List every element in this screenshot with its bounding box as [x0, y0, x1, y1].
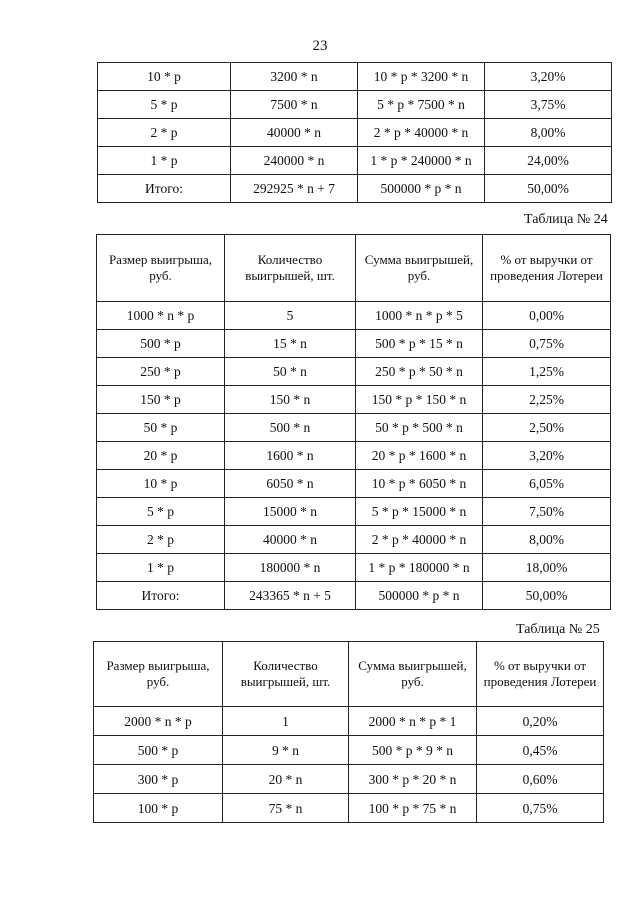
cell-revenue-percent: 8,00%	[483, 526, 611, 554]
cell-prize-size: 5 * p	[97, 498, 225, 526]
cell-revenue-percent: 3,20%	[483, 442, 611, 470]
cell-prize-size: 500 * p	[94, 736, 223, 765]
cell-revenue-percent: 24,00%	[485, 147, 612, 175]
cell-prize-size: 300 * p	[94, 765, 223, 794]
cell-revenue-percent: 3,20%	[485, 63, 612, 91]
table-row	[94, 707, 604, 736]
table-row	[98, 91, 612, 119]
cell-prize-size: 50 * p	[97, 414, 225, 442]
cell-prize-count: 15 * n	[225, 330, 356, 358]
header-prize-size: Размер выигрыша, руб.	[97, 235, 225, 302]
cell-revenue-percent: 0,00%	[483, 302, 611, 330]
cell-prize-size: 2 * p	[97, 526, 225, 554]
cell-revenue-percent: 0,75%	[477, 794, 604, 823]
prize-table-25	[93, 641, 604, 823]
cell-prize-sum: 50 * p * 500 * n	[356, 414, 483, 442]
cell-prize-sum: 150 * p * 150 * n	[356, 386, 483, 414]
cell-revenue-percent: 2,50%	[483, 414, 611, 442]
cell-prize-sum: 5 * p * 15000 * n	[356, 498, 483, 526]
cell-prize-size: 250 * p	[97, 358, 225, 386]
table-row	[94, 765, 604, 794]
cell-prize-size: 10 * p	[98, 63, 231, 91]
cell-prize-size: 100 * p	[94, 794, 223, 823]
cell-revenue-percent: 2,25%	[483, 386, 611, 414]
table-row	[97, 358, 611, 386]
cell-revenue-percent: 50,00%	[483, 582, 611, 610]
header-prize-size: Размер выигрыша, руб.	[94, 642, 223, 707]
cell-prize-sum: 500000 * p * n	[356, 582, 483, 610]
cell-prize-sum: 500 * p * 15 * n	[356, 330, 483, 358]
cell-prize-count: 5	[225, 302, 356, 330]
cell-prize-count: 50 * n	[225, 358, 356, 386]
cell-prize-count: 180000 * n	[225, 554, 356, 582]
cell-revenue-percent: 18,00%	[483, 554, 611, 582]
cell-prize-count: 75 * n	[223, 794, 349, 823]
table-row	[97, 442, 611, 470]
prize-table-continued	[97, 62, 612, 203]
table-body	[94, 707, 604, 823]
cell-revenue-percent: 7,50%	[483, 498, 611, 526]
table-row	[97, 330, 611, 358]
cell-prize-size: 500 * p	[97, 330, 225, 358]
cell-revenue-percent: 50,00%	[485, 175, 612, 203]
header-prize-count: Количество выигрышей, шт.	[223, 642, 349, 707]
cell-revenue-percent: 3,75%	[485, 91, 612, 119]
table-row	[97, 554, 611, 582]
cell-prize-sum: 5 * p * 7500 * n	[358, 91, 485, 119]
cell-revenue-percent: 0,20%	[477, 707, 604, 736]
cell-prize-size: 5 * p	[98, 91, 231, 119]
table-24-caption: Таблица № 24	[524, 212, 608, 227]
cell-prize-sum: 500000 * p * n	[358, 175, 485, 203]
cell-prize-sum: 1 * p * 240000 * n	[358, 147, 485, 175]
cell-prize-count: 20 * n	[223, 765, 349, 794]
table-row	[98, 147, 612, 175]
cell-prize-count: 500 * n	[225, 414, 356, 442]
cell-prize-size: 10 * p	[97, 470, 225, 498]
cell-revenue-percent: 0,60%	[477, 765, 604, 794]
cell-prize-sum: 20 * p * 1600 * n	[356, 442, 483, 470]
cell-revenue-percent: 0,45%	[477, 736, 604, 765]
cell-prize-sum: 2 * p * 40000 * n	[358, 119, 485, 147]
cell-prize-count: 40000 * n	[231, 119, 358, 147]
cell-prize-size: 2000 * n * p	[94, 707, 223, 736]
table-row	[97, 498, 611, 526]
cell-prize-sum: 2000 * n * p * 1	[349, 707, 477, 736]
table-25-caption: Таблица № 25	[516, 622, 600, 637]
cell-prize-sum: 1000 * n * p * 5	[356, 302, 483, 330]
cell-prize-sum: 500 * p * 9 * n	[349, 736, 477, 765]
table-row	[94, 794, 604, 823]
cell-prize-count: 1	[223, 707, 349, 736]
table-row	[97, 302, 611, 330]
cell-prize-count: 7500 * n	[231, 91, 358, 119]
cell-prize-size: 150 * p	[97, 386, 225, 414]
cell-prize-size: 1 * p	[97, 554, 225, 582]
table-body	[97, 302, 611, 610]
cell-prize-sum: 250 * p * 50 * n	[356, 358, 483, 386]
header-prize-sum: Сумма выигрышей, руб.	[356, 235, 483, 302]
cell-prize-count: 3200 * n	[231, 63, 358, 91]
page-number: 23	[312, 38, 328, 54]
table-row	[97, 414, 611, 442]
cell-prize-size: 20 * p	[97, 442, 225, 470]
cell-prize-count: 292925 * n + 7	[231, 175, 358, 203]
cell-revenue-percent: 6,05%	[483, 470, 611, 498]
cell-prize-sum: 10 * p * 6050 * n	[356, 470, 483, 498]
header-revenue-percent: % от выручки от проведения Лотереи	[477, 642, 604, 707]
cell-prize-count: 15000 * n	[225, 498, 356, 526]
table-body	[98, 63, 612, 203]
cell-prize-sum: 2 * p * 40000 * n	[356, 526, 483, 554]
header-prize-sum: Сумма выигрышей, руб.	[349, 642, 477, 707]
cell-prize-count: 40000 * n	[225, 526, 356, 554]
header-revenue-percent: % от выручки от проведения Лотереи	[483, 235, 611, 302]
total-row	[98, 175, 612, 203]
cell-revenue-percent: 1,25%	[483, 358, 611, 386]
cell-prize-sum: 100 * p * 75 * n	[349, 794, 477, 823]
cell-prize-count: 240000 * n	[231, 147, 358, 175]
table-row	[98, 119, 612, 147]
total-row	[97, 582, 611, 610]
cell-prize-count: 1600 * n	[225, 442, 356, 470]
table-row	[94, 736, 604, 765]
table-header-row	[97, 235, 611, 302]
cell-prize-size: 2 * p	[98, 119, 231, 147]
cell-prize-size: 1000 * n * p	[97, 302, 225, 330]
table-row	[98, 63, 612, 91]
cell-revenue-percent: 0,75%	[483, 330, 611, 358]
table-row	[97, 386, 611, 414]
table-row	[97, 526, 611, 554]
prize-table-24	[96, 234, 611, 610]
table-row	[97, 470, 611, 498]
header-prize-count: Количество выигрышей, шт.	[225, 235, 356, 302]
cell-prize-size: Итого:	[97, 582, 225, 610]
cell-prize-count: 6050 * n	[225, 470, 356, 498]
cell-prize-count: 150 * n	[225, 386, 356, 414]
cell-prize-sum: 300 * p * 20 * n	[349, 765, 477, 794]
cell-prize-size: Итого:	[98, 175, 231, 203]
cell-prize-count: 243365 * n + 5	[225, 582, 356, 610]
cell-revenue-percent: 8,00%	[485, 119, 612, 147]
cell-prize-size: 1 * p	[98, 147, 231, 175]
cell-prize-sum: 1 * p * 180000 * n	[356, 554, 483, 582]
cell-prize-sum: 10 * p * 3200 * n	[358, 63, 485, 91]
table-header-row	[94, 642, 604, 707]
cell-prize-count: 9 * n	[223, 736, 349, 765]
